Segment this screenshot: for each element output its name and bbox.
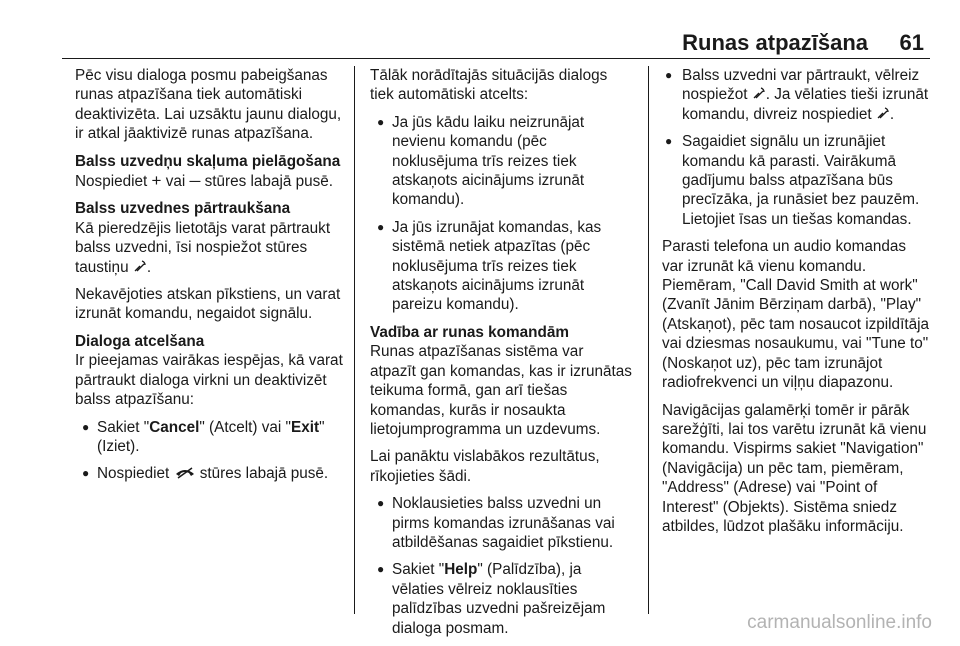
column-2 bbox=[370, 66, 632, 646]
paragraph: Parasti telefona un audio komandas var izrunāt kā vienu komandu. Piemēram, "Call David Smith at work" (Zvanīt Jānim Bērziņam darbā), "Play" (Atskaņot), pēc tam nosaucot izpildītāja vai dziesmas nosaukumu, vai "Tune to" (Noskaņot uz), pēc tam izrunājot radiofrekvenci un viļņu diapazonu. bbox=[662, 238, 929, 392]
paragraph: Ir pieejamas vairākas iespējas, kā varat pārtraukt dialoga virkni un deaktivizēt balss atpazīšanu: bbox=[75, 352, 343, 409]
column-1 bbox=[75, 66, 347, 492]
command-text: Exit bbox=[291, 418, 320, 436]
text: . bbox=[146, 258, 152, 276]
list-item bbox=[370, 560, 632, 638]
page-number: 61 bbox=[899, 30, 924, 55]
list-item bbox=[662, 66, 930, 124]
text: Nospiediet bbox=[75, 173, 152, 191]
text: Kā pieredzējis lietotājs varat pārtraukt balss uzvedni, īsi nospiežot stūres taustiņu bbox=[75, 219, 331, 276]
watermark: carmanualsonline.info bbox=[747, 612, 932, 633]
text: " (Iziet). bbox=[97, 418, 325, 455]
voice-control-icon bbox=[876, 106, 890, 123]
text: Nospiediet bbox=[97, 465, 174, 483]
voice-control-icon bbox=[752, 86, 766, 103]
text: Sakiet " bbox=[392, 561, 445, 579]
paragraph: Nekavējoties atskan pīkstiens, un varat izrunāt komandu, negaidot signālu. bbox=[75, 286, 341, 323]
list-item: ● Ja jūs izrunājat komandas, kas sistēmā netiek atpazītas (pēc noklusējuma trīs reizes tiek atskaņots aicinājums izrunāt pareizu komandu). bbox=[370, 218, 632, 315]
section-heading: Balss uzvednes pārtraukšana bbox=[75, 200, 291, 218]
text: . bbox=[889, 105, 895, 123]
voice-control-icon bbox=[133, 259, 147, 276]
section-heading: Vadība ar runas komandām bbox=[370, 323, 569, 341]
page-title: Runas atpazīšana bbox=[682, 30, 868, 55]
paragraph: Pēc visu dialoga posmu pabeigšanas runas atpazīšana tiek automātiski deaktivizēta. Lai uzsāktu jaunu dialogu, ir atkal jāaktivizē runas atpazīšana. bbox=[75, 67, 342, 143]
text: stūres labajā pusē. bbox=[200, 173, 334, 191]
paragraph: Tālāk norādītajās situācijās dialogs tiek automātiski atcelts: bbox=[370, 67, 608, 104]
text: . Ja vēlaties tieši izrunāt komandu, divreiz nospiediet bbox=[682, 86, 929, 123]
plus-icon: + bbox=[151, 171, 162, 191]
text: " (Atcelt) vai " bbox=[199, 418, 291, 436]
column-divider bbox=[354, 66, 355, 614]
command-text: Help bbox=[444, 561, 478, 579]
paragraph bbox=[75, 171, 347, 191]
text: Sakiet " bbox=[97, 418, 150, 436]
command-text: Cancel bbox=[149, 418, 200, 436]
column-divider bbox=[648, 66, 649, 614]
bullet-list bbox=[75, 418, 347, 484]
section-heading: Dialoga atcelšana bbox=[75, 332, 205, 350]
section-heading: Balss uzvedņu skaļuma pielāgošana bbox=[75, 152, 341, 170]
paragraph: Runas atpazīšanas sistēma var atpazīt gan komandas, kas ir izrunātas teikuma formā, gan arī tiešas komandas, kurās ir nosaukta lietojumprogramma un uzdevums. bbox=[370, 343, 632, 438]
list-item: ● Ja jūs kādu laiku neizrunājat nevienu komandu (pēc noklusējuma trīs reizes tiek atskaņots aicinājums izrunāt komandu). bbox=[370, 113, 632, 210]
paragraph: Lai panāktu vislabākos rezultātus, rīkojieties šādi. bbox=[370, 448, 600, 485]
minus-icon: ─ bbox=[189, 173, 201, 191]
page-header bbox=[62, 0, 930, 59]
list-item: ● Sagaidiet signālu un izrunājiet komandu kā parasti. Vairākumā gadījumu balss atpazīšana būs precīzāka, ja runāsiet bez pauzēm. Lietojiet īsas un tiešas komandas. bbox=[662, 132, 930, 229]
text: Balss uzvedni var pārtraukt, vēlreiz nospiežot bbox=[682, 67, 920, 104]
bullet-list bbox=[370, 494, 632, 638]
text: " (Palīdzība), ja vēlaties vēlreiz noklausīties palīdzības uzvedni pašreizējam dialoga posmam. bbox=[392, 561, 606, 637]
text: stūres labajā pusē. bbox=[195, 465, 329, 483]
list-item bbox=[75, 464, 347, 483]
text: vai bbox=[161, 173, 190, 191]
paragraph bbox=[75, 219, 347, 277]
list-item bbox=[75, 418, 347, 457]
paragraph: Navigācijas galamērķi tomēr ir pārāk sarežģīti, lai tos varētu izrunāt kā vienu komandu. Vispirms sakiet "Navigation" (Navigācija) un pēc tam, piemēram, "Address" (Adrese) vai "Point of Interest" (Objekts). Sistēma sniedz atbildes, lūdzot plašāku informāciju. bbox=[662, 401, 927, 535]
bullet-list bbox=[370, 113, 632, 315]
list-item: ● Noklausieties balss uzvedni un pirms komandas izrunāšanas vai atbildēšanas sagaidiet pīkstienu. bbox=[370, 494, 632, 552]
hang-up-icon bbox=[174, 465, 196, 482]
column-3 bbox=[662, 66, 930, 544]
bullet-list bbox=[662, 66, 930, 229]
